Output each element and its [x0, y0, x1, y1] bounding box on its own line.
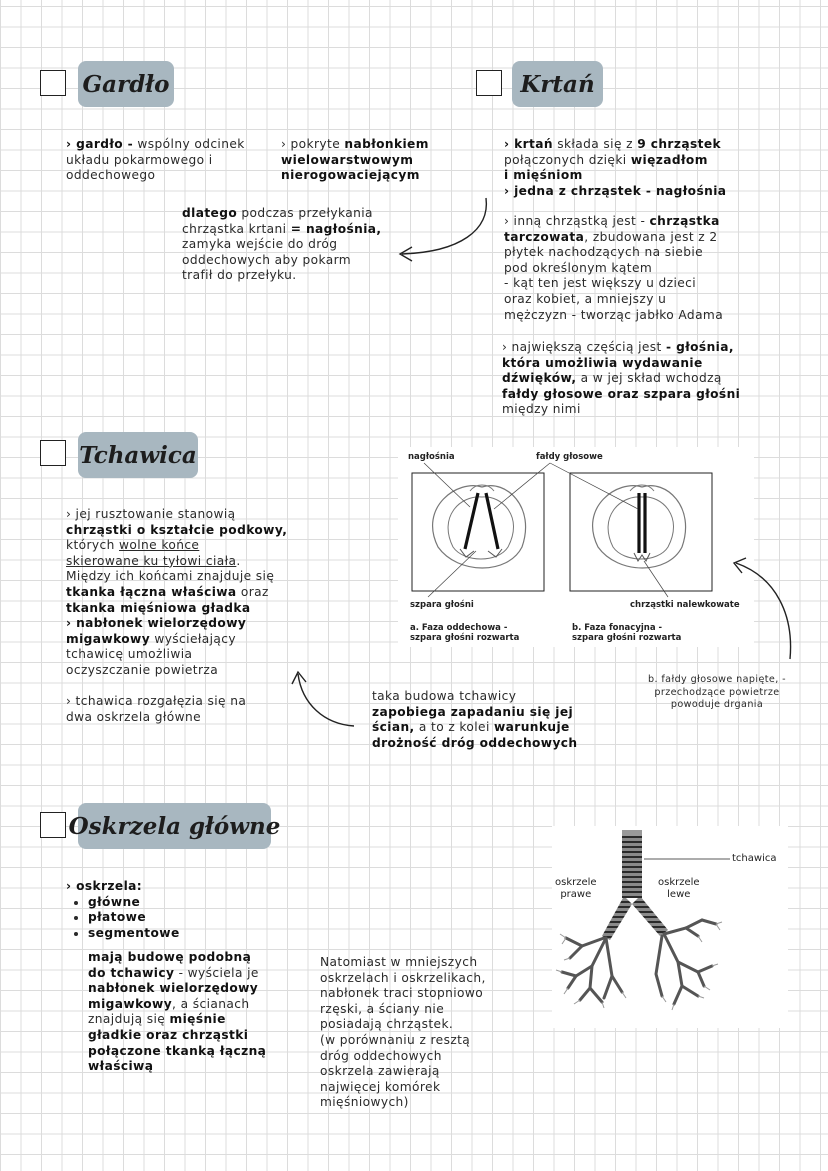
label-oskrzele-prawe: oskrzele prawe	[555, 877, 597, 900]
gardlo-definition: › gardło - wspólny odcinek układu pokarmowego i oddechowego	[66, 137, 245, 183]
note-b-vocal-folds: b. fałdy głosowe napięte, - przechodzące powietrze powoduje drgania	[648, 674, 786, 710]
oskrzela-structure: mają budowę podobną do tchawicy - wyściela je nabłonek wielorzędowy migawkowy, a ścianach znajdują się mięśnie gładkie oraz chrząstki połączone tkanką łączną właściwą	[88, 950, 267, 1074]
oskrzela-list: › oskrzela: • główne • płatowe • segmentowe	[66, 879, 180, 941]
gardlo-swallowing: dlatego podczas przełykania chrząstka krtani = nagłośnia, zamyka wejście do dróg oddechowych aby pokarm trafił do przełyku.	[182, 206, 382, 283]
bronchi-figure	[552, 826, 788, 1028]
list-item: • płatowe	[88, 910, 180, 926]
section-title-gardlo: Gardło	[78, 61, 174, 107]
checkbox-tchawica[interactable]	[40, 440, 66, 466]
checkbox-krtan[interactable]	[476, 70, 502, 96]
caption-b: b. Faza fonacyjna - szpara głośni rozwarta	[572, 623, 682, 643]
label-faldy-glosowe: fałdy głosowe	[536, 452, 603, 462]
tchawica-structure: › jej rusztowanie stanowią chrząstki o kształcie podkowy, których wolne końce skierowane ku tyłowi ciała. Między ich końcami znajduje się tkanka łączna właściwa oraz tkanka mięśniowa gładka › nabłonek wielorzędowy migawkowy wyściełający tchawicę umożliwia oczyszczanie powietrza	[66, 507, 288, 677]
tchawica-branching: › tchawica rozgałęzia się na dwa oskrzela główne	[66, 694, 247, 724]
section-title-krtan: Krtań	[512, 61, 603, 107]
oskrzela-smaller-bronchi: Natomiast w mniejszych oskrzelach i oskrzelikach, nabłonek traci stopniowo rzęski, a ściany nie posiadają chrząstek. (w porównaniu z resztą dróg oddechowych oskrzela zawierają najwięcej komórek mięśniowych)	[320, 955, 486, 1110]
gardlo-epithelium: › pokryte nabłonkiem wielowarstwowym nierogowaciejącym	[281, 137, 429, 183]
label-oskrzele-lewe: oskrzele lewe	[658, 877, 700, 900]
krtan-structure: › krtań składa się z 9 chrząstek połączonych dzięki więzadłom i mięśniom › jedna z chrząstek - nagłośnia	[504, 137, 727, 198]
caption-a: a. Faza oddechowa - szpara głośni rozwarta	[410, 623, 520, 643]
larynx-figure	[398, 447, 754, 647]
section-title-tchawica: Tchawica	[78, 432, 198, 478]
label-naglosnia: nagłośnia	[408, 452, 455, 462]
krtan-thyroid-cartilage: › inną chrząstką jest - chrząstka tarczowata, zbudowana jest z 2 płytek nachodzących na siebie pod określonym kątem - kąt ten jest większy u dzieci oraz kobiet, a mniejszy u mężczyzn - tworząc jabłko Adama	[504, 214, 724, 322]
krtan-glottis: › największą częścią jest - głośnia, która umożliwia wydawanie dźwięków, a w jej skład wchodzą fałdy głosowe oraz szpara głośni między nimi	[502, 340, 741, 417]
label-tchawica: tchawica	[732, 853, 777, 864]
section-title-oskrzela: Oskrzela główne	[78, 803, 271, 849]
label-szpara-glosni: szpara głośni	[410, 600, 474, 610]
arrow-krtan-to-gardlo	[390, 190, 500, 270]
arrow-note-to-figure	[724, 555, 804, 665]
label-chrzastki-nalewkowate: chrząstki nalewkowate	[630, 600, 740, 610]
list-item: • segmentowe	[88, 926, 180, 942]
tchawica-patency: taka budowa tchawicy zapobiega zapadaniu się jej ścian, a to z kolei warunkuje drożność dróg oddechowych	[372, 689, 578, 750]
arrow-patency-to-tchawica	[284, 664, 364, 734]
list-item: • główne	[88, 895, 180, 911]
checkbox-oskrzela[interactable]	[40, 812, 66, 838]
checkbox-gardlo[interactable]	[40, 70, 66, 96]
